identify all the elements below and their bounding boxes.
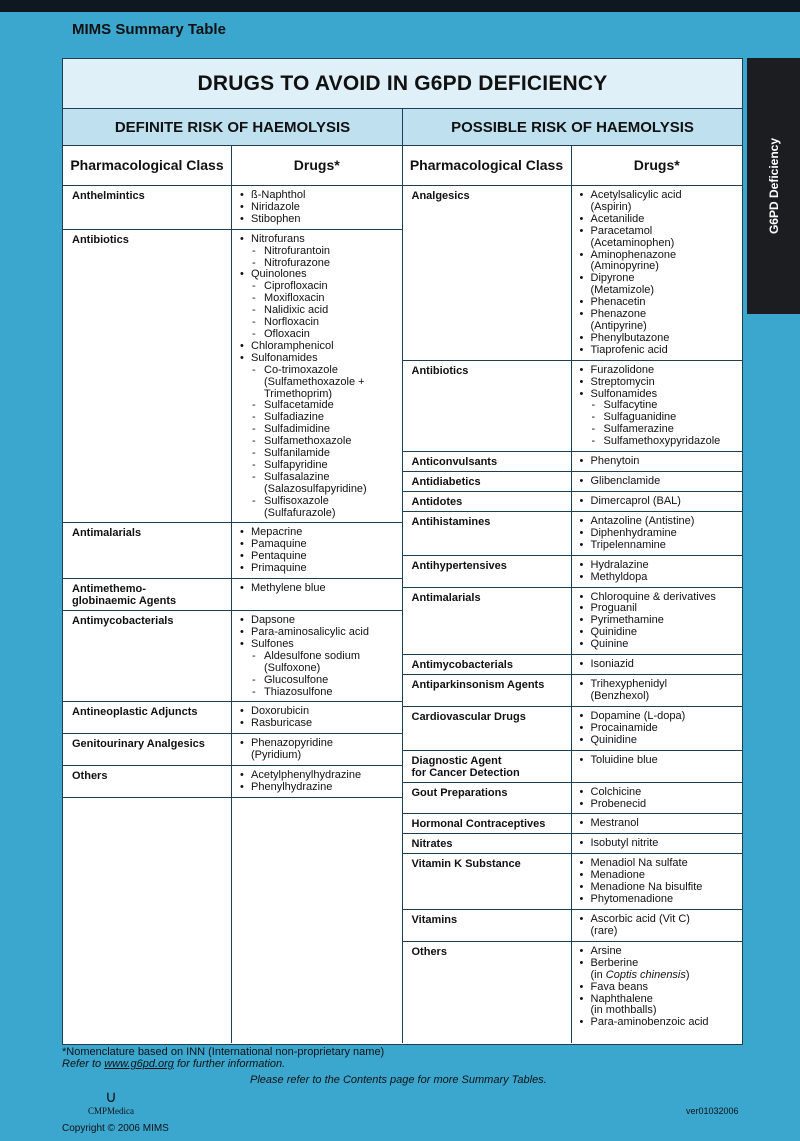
- drug-item: (Sulfoxone): [264, 661, 321, 674]
- drugs-column-header: Drugs*: [633, 157, 680, 173]
- class-cell: Antineoplastic Adjuncts: [63, 702, 232, 733]
- drugs-cell: [572, 910, 743, 941]
- drug-item: • Sulfonamides: [580, 389, 739, 401]
- drug-list: [580, 679, 739, 703]
- drug-item: • Tiaprofenic acid: [580, 345, 739, 357]
- drugs-cell: [232, 579, 402, 610]
- g6pd-link[interactable]: www.g6pd.org: [104, 1058, 174, 1070]
- refer-prefix: Refer to: [62, 1058, 105, 1070]
- drug-item: • Isoniazid: [580, 659, 739, 671]
- table-row: [63, 186, 402, 230]
- drug-item: • Procainamide: [580, 723, 739, 735]
- drug-item: • Hydralazine: [580, 560, 739, 572]
- drug-list: [580, 659, 739, 671]
- class-column-header: Pharmacological Class: [63, 146, 232, 185]
- drug-item: • Probenecid: [580, 799, 739, 811]
- class-cell: Antihistamines: [403, 512, 572, 555]
- drugs-cell: [572, 942, 743, 1043]
- drug-list: [580, 190, 739, 357]
- drug-list: [580, 818, 739, 830]
- table-row: [403, 472, 743, 492]
- drug-item: - Ofloxacin: [240, 329, 398, 341]
- table-row: [403, 910, 743, 942]
- drug-item: • Trihexyphenidyl: [580, 679, 739, 691]
- class-cell: Antimycobacterials: [63, 611, 232, 701]
- drug-item: (in mothballs): [590, 1004, 657, 1017]
- drug-item: • Proguanil: [580, 603, 739, 615]
- class-cell: Vitamin K Substance: [403, 854, 572, 909]
- drug-list: [580, 592, 739, 652]
- drug-item: • Colchicine: [580, 787, 739, 799]
- drugs-cell: [232, 611, 402, 701]
- drugs-cell: [572, 492, 743, 511]
- drug-item: • Sulfones: [240, 639, 398, 651]
- table-row: [63, 611, 402, 702]
- definite-rows: [63, 186, 402, 1043]
- table-row: [403, 751, 743, 783]
- table-row: [403, 512, 743, 556]
- drugs-cell: [232, 230, 402, 523]
- drug-list: [240, 190, 398, 226]
- table-row: [403, 361, 743, 452]
- table-row: [403, 707, 743, 751]
- drug-item: - Nalidixic acid: [240, 305, 398, 317]
- drug-item: • Diphenhydramine: [580, 528, 739, 540]
- refer-note: [62, 1058, 384, 1070]
- drug-item: (Acetaminophen): [590, 236, 675, 249]
- table-row: [63, 798, 402, 1043]
- footnote: [62, 1046, 384, 1070]
- drug-item: • Phenylbutazone: [580, 333, 739, 345]
- drugs-cell: [232, 702, 402, 733]
- class-cell: Anticonvulsants: [403, 452, 572, 471]
- drugs-cell: [572, 588, 743, 655]
- table-body: [63, 146, 742, 1043]
- drug-list: [580, 496, 739, 508]
- class-cell: Antidiabetics: [403, 472, 572, 491]
- drug-item: (in Coptis chinensis): [590, 968, 690, 981]
- drugs-cell: [232, 798, 402, 1043]
- side-tab-label: G6PD Deficiency: [766, 137, 781, 235]
- drug-item: - Sulfasalazine: [240, 472, 398, 484]
- drug-item: - Nitrofurantoin: [240, 246, 398, 258]
- drug-list: [580, 946, 739, 1029]
- drug-item: - Sulfamerazine: [580, 424, 739, 436]
- drug-item: • Ascorbic acid (Vit C): [580, 914, 739, 926]
- definite-risk-heading: DEFINITE RISK OF HAEMOLYSIS: [63, 109, 403, 145]
- drug-item: • Fava beans: [580, 982, 739, 994]
- table-row: [63, 579, 402, 611]
- drug-list: [580, 755, 739, 767]
- drug-item: • Tripelennamine: [580, 540, 739, 552]
- drugs-cell: [572, 472, 743, 491]
- class-cell: Antibiotics: [63, 230, 232, 523]
- drug-item: - Sulfaguanidine: [580, 412, 739, 424]
- drug-item: - Sulfamethoxypyridazole: [580, 436, 739, 448]
- class-cell: Antimethemo- globinaemic Agents: [63, 579, 232, 610]
- drug-item: • Paracetamol: [580, 226, 739, 238]
- drug-item: • Quinolones: [240, 269, 398, 281]
- table-row: [403, 814, 743, 834]
- drug-list: [580, 787, 739, 811]
- page-label: MIMS Summary Table: [72, 21, 226, 38]
- drug-list: [240, 527, 398, 575]
- drug-list: [580, 838, 739, 850]
- drug-list: [580, 456, 739, 468]
- drugs-cell: [572, 834, 743, 853]
- drug-item: • Phenylhydrazine: [240, 782, 398, 794]
- table-row: [403, 186, 743, 361]
- table-row: [63, 523, 402, 579]
- drug-item: • Arsine: [580, 946, 739, 958]
- drug-item: • Isobutyl nitrite: [580, 838, 739, 850]
- table-row: [403, 588, 743, 656]
- class-cell: Diagnostic Agent for Cancer Detection: [403, 751, 572, 782]
- drug-item: - Sulfacetamide: [240, 400, 398, 412]
- top-bar: [0, 0, 800, 12]
- drug-item: • Menadione Na bisulfite: [580, 882, 739, 894]
- drug-item: • Dapsone: [240, 615, 398, 627]
- class-cell: Others: [63, 766, 232, 797]
- drugs-cell: [572, 452, 743, 471]
- table-row: [403, 556, 743, 588]
- drug-item: • Pentaquine: [240, 551, 398, 563]
- drug-item: • Streptomycin: [580, 377, 739, 389]
- table-row: [403, 492, 743, 512]
- drug-item: - Thiazosulfone: [240, 687, 398, 699]
- drug-item: • Dimercaprol (BAL): [580, 496, 739, 508]
- drugs-column-header: Drugs*: [293, 157, 340, 173]
- definite-risk-column: [63, 146, 403, 1043]
- drugs-cell: [572, 361, 743, 451]
- drug-item: • Antazoline (Antistine): [580, 516, 739, 528]
- drug-item: - Sulfacytine: [580, 400, 739, 412]
- drug-list: [580, 560, 739, 584]
- drug-item: • Para-aminobenzoic acid: [580, 1017, 739, 1029]
- drugs-cell: [572, 814, 743, 833]
- drug-item: - Glucosulfone: [240, 675, 398, 687]
- class-cell: Antimalarials: [63, 523, 232, 578]
- drug-list: [240, 738, 398, 762]
- drug-item: • Chloroquine & derivatives: [580, 592, 739, 604]
- class-cell: Antidotes: [403, 492, 572, 511]
- class-column-header: Pharmacological Class: [403, 146, 572, 185]
- drug-item: • Quinidine: [580, 735, 739, 747]
- drug-item: • Phenazone: [580, 309, 739, 321]
- table-row: [63, 766, 402, 798]
- drug-item: (Sulfamethoxazole +: [264, 375, 365, 388]
- drug-item: • Toluidine blue: [580, 755, 739, 767]
- version-code: ver01032006: [686, 1106, 739, 1116]
- drug-item: • Primaquine: [240, 563, 398, 575]
- drug-item: • Sulfonamides: [240, 353, 398, 365]
- class-cell: Hormonal Contraceptives: [403, 814, 572, 833]
- drug-item: • Acetylsalicylic acid: [580, 190, 739, 202]
- drug-item: • Quinine: [580, 639, 739, 651]
- drugs-cell: [572, 783, 743, 814]
- drug-item: - Nitrofurazone: [240, 258, 398, 270]
- drug-item: • Phenazopyridine: [240, 738, 398, 750]
- drug-item: (Aspirin): [590, 200, 632, 213]
- risk-header-row: [63, 109, 742, 146]
- possible-risk-column: [403, 146, 743, 1043]
- nomenclature-note: *Nomenclature based on INN (International non-proprietary name): [62, 1046, 385, 1058]
- class-cell: Analgesics: [403, 186, 572, 360]
- refer-suffix: for further information.: [173, 1058, 286, 1070]
- drug-item: • Naphthalene: [580, 994, 739, 1006]
- drug-item: (Benzhexol): [590, 690, 650, 702]
- drug-item: (Metamizole): [590, 284, 655, 297]
- drug-item: • Rasburicase: [240, 718, 398, 730]
- drug-item: • Phytomenadione: [580, 894, 739, 906]
- class-cell: Antimalarials: [403, 588, 572, 655]
- drugs-cell: [572, 854, 743, 909]
- possible-column-headers: [403, 146, 743, 186]
- class-cell: Nitrates: [403, 834, 572, 853]
- table-row: [403, 942, 743, 1043]
- table-row: [63, 230, 402, 524]
- drug-item: • Acetylphenylhydrazine: [240, 770, 398, 782]
- drugs-cell: [232, 523, 402, 578]
- drugs-cell: [572, 186, 743, 360]
- drug-item: • Acetanilide: [580, 214, 739, 226]
- drug-item: • Berberine: [580, 958, 739, 970]
- table-row: [403, 783, 743, 815]
- drug-item: (Aminopyrine): [590, 260, 659, 273]
- table-row: [63, 734, 402, 766]
- drug-item: • Methyldopa: [580, 572, 739, 584]
- logo-text: CMPMedica: [88, 1106, 134, 1116]
- side-tab: [747, 58, 800, 314]
- drug-list: [240, 583, 398, 595]
- drug-list: [580, 365, 739, 448]
- table-title: DRUGS TO AVOID IN G6PD DEFICIENCY: [63, 59, 742, 109]
- drug-list: [580, 711, 739, 747]
- drug-item: • Chloramphenicol: [240, 341, 398, 353]
- class-cell: Antimycobacterials: [403, 655, 572, 674]
- class-cell: Others: [403, 942, 572, 1043]
- drug-list: [240, 234, 398, 520]
- drug-item: - Aldesulfone sodium: [240, 651, 398, 663]
- table-row: [403, 675, 743, 707]
- class-cell: [63, 798, 232, 1043]
- drug-list: [240, 706, 398, 730]
- drug-list: [240, 615, 398, 698]
- table-row: [403, 452, 743, 472]
- drug-item: - Ciprofloxacin: [240, 281, 398, 293]
- drug-item: (Antipyrine): [590, 319, 647, 332]
- drugs-cell: [232, 186, 402, 229]
- drug-item: • Phenacetin: [580, 297, 739, 309]
- possible-risk-heading: POSSIBLE RISK OF HAEMOLYSIS: [451, 118, 694, 136]
- drug-item: • Menadione: [580, 870, 739, 882]
- drug-list: [580, 476, 739, 488]
- drug-item: • ß-Naphthol: [240, 190, 398, 202]
- class-cell: Genitourinary Analgesics: [63, 734, 232, 765]
- class-cell: Antibiotics: [403, 361, 572, 451]
- drug-item: - Sulfisoxazole: [240, 496, 398, 508]
- drugs-cell: [232, 734, 402, 765]
- drug-item: • Para-aminosalicylic acid: [240, 627, 398, 639]
- drug-item: • Pyrimethamine: [580, 615, 739, 627]
- drugs-cell: [572, 751, 743, 782]
- definite-column-headers: [63, 146, 402, 186]
- drug-list: [580, 914, 739, 938]
- drugs-cell: [572, 512, 743, 555]
- drug-item: (rare): [590, 924, 618, 937]
- drug-item: - Sulfadiazine: [240, 412, 398, 424]
- copyright: Copyright © 2006 MIMS: [62, 1123, 169, 1134]
- class-cell: Vitamins: [403, 910, 572, 941]
- drug-item: • Furazolidone: [580, 365, 739, 377]
- logo-icon: ∪: [105, 1089, 117, 1106]
- drugs-cell: [232, 766, 402, 797]
- drugs-cell: [572, 556, 743, 587]
- drug-list: [580, 858, 739, 906]
- drug-item: - Sulfanilamide: [240, 448, 398, 460]
- drug-item: • Stibophen: [240, 214, 398, 226]
- drug-item: • Menadiol Na sulfate: [580, 858, 739, 870]
- drug-item: • Mestranol: [580, 818, 739, 830]
- drug-item: • Phenytoin: [580, 456, 739, 468]
- drug-item: • Quinidine: [580, 627, 739, 639]
- drugs-cell: [572, 675, 743, 706]
- drug-item: • Aminophenazone: [580, 250, 739, 262]
- class-cell: Antiparkinsonism Agents: [403, 675, 572, 706]
- table-row: [403, 834, 743, 854]
- drug-item: • Pamaquine: [240, 539, 398, 551]
- drug-item: • Mepacrine: [240, 527, 398, 539]
- drug-item: (Salazosulfapyridine): [264, 482, 367, 495]
- class-cell: Gout Preparations: [403, 783, 572, 814]
- drug-item: • Niridazole: [240, 202, 398, 214]
- drugs-cell: [572, 655, 743, 674]
- drugs-cell: [572, 707, 743, 750]
- drug-item: - Sulfapyridine: [240, 460, 398, 472]
- class-cell: Anthelmintics: [63, 186, 232, 229]
- drug-item: (Sulfafurazole): [264, 506, 336, 519]
- drug-list: [240, 770, 398, 794]
- drug-item: • Dopamine (L-dopa): [580, 711, 739, 723]
- drug-item: (Pyridium): [251, 749, 302, 762]
- table-row: [403, 655, 743, 675]
- drug-item: • Dipyrone: [580, 273, 739, 285]
- table-row: [63, 702, 402, 734]
- contents-note: Please refer to the Contents page for more Summary Tables.: [250, 1074, 547, 1086]
- drug-item: • Glibenclamide: [580, 476, 739, 488]
- drug-item: Trimethoprim): [264, 387, 333, 400]
- drug-item: • Nitrofurans: [240, 234, 398, 246]
- summary-table: [62, 58, 743, 1045]
- possible-rows: [403, 186, 743, 1043]
- drug-item: - Co-trimoxazole: [240, 365, 398, 377]
- class-cell: Antihypertensives: [403, 556, 572, 587]
- drug-item: • Methylene blue: [240, 583, 398, 595]
- table-row: [403, 854, 743, 910]
- drug-item: - Sulfadimidine: [240, 424, 398, 436]
- class-cell: Cardiovascular Drugs: [403, 707, 572, 750]
- drug-item: - Sulfamethoxazole: [240, 436, 398, 448]
- drug-item: - Norfloxacin: [240, 317, 398, 329]
- drug-list: [580, 516, 739, 552]
- drug-item: • Doxorubicin: [240, 706, 398, 718]
- drug-item: - Moxifloxacin: [240, 293, 398, 305]
- cmpmedica-logo: [86, 1090, 136, 1116]
